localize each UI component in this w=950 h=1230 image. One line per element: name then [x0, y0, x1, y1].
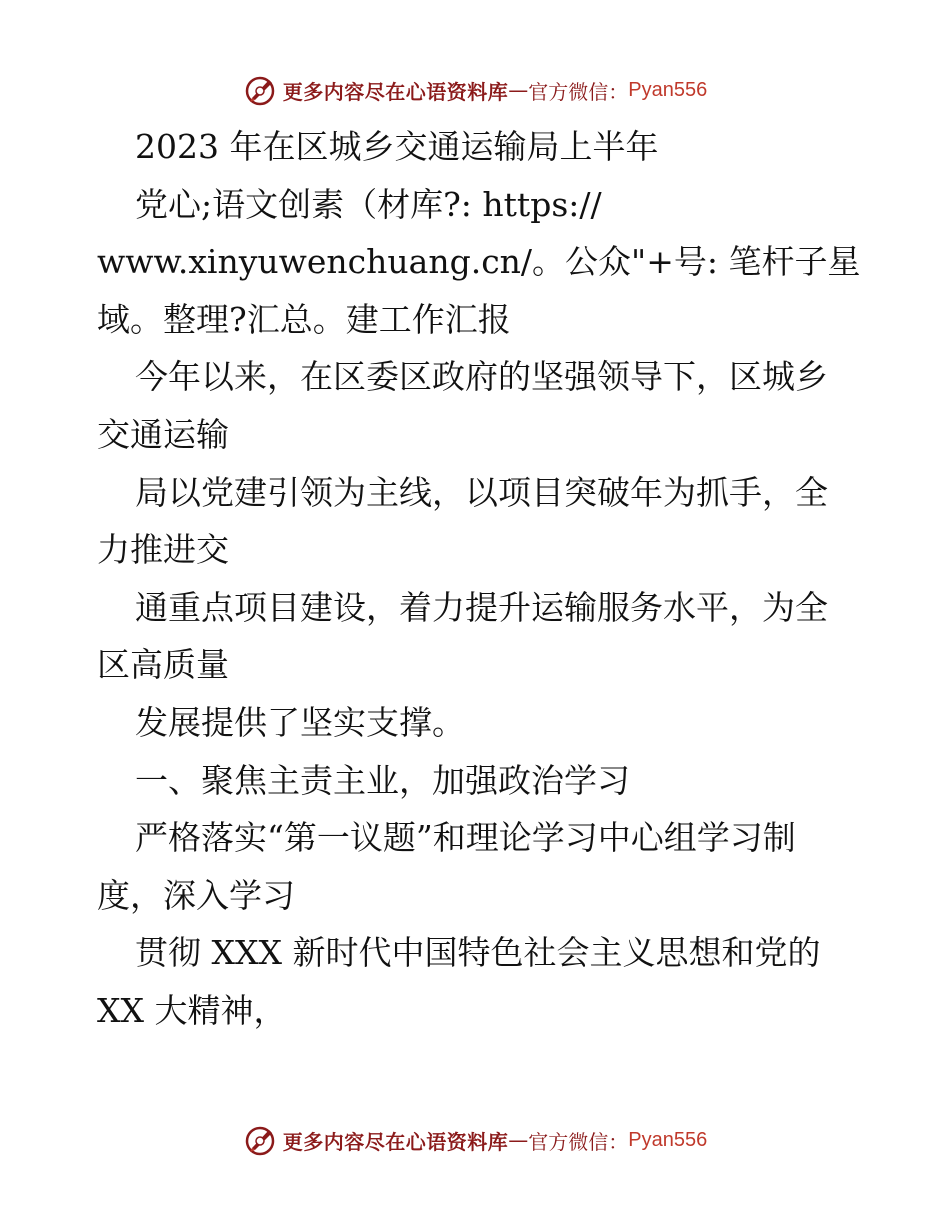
- wechat-id: Pyan556: [628, 1128, 708, 1151]
- document-line: 交通运输: [97, 414, 229, 454]
- document-line: 一、聚焦主责主业，加强政治学习: [135, 760, 630, 800]
- document-line: 严格落实“第一议题”和理论学习中心组学习制: [135, 818, 796, 858]
- footer-banner: [0, 1118, 950, 1162]
- document-line: 区高质量: [97, 645, 229, 685]
- document-line: 贯彻 XXX 新时代中国特色社会主义思想和党的: [135, 933, 821, 973]
- header-banner-content: [243, 72, 707, 108]
- document-line: 局以党建引领为主线，以项目突破年为抓手，全: [135, 472, 828, 512]
- document-line: 今年以来，在区委区政府的坚强领导下，区城乡: [135, 357, 828, 397]
- brand-dash: —: [508, 1128, 529, 1152]
- header-banner: [0, 68, 950, 112]
- brand-text: 更多内容尽在心语资料库: [282, 79, 509, 104]
- pen-logo-icon: [243, 1122, 279, 1158]
- document-body: [97, 118, 861, 1040]
- wechat-label: 官方微信：: [528, 1129, 629, 1154]
- pen-logo-icon: [243, 72, 279, 108]
- footer-banner-content: [243, 1122, 707, 1158]
- wechat-id: Pyan556: [628, 78, 708, 101]
- brand-text: 更多内容尽在心语资料库: [282, 1129, 509, 1154]
- document-line: 通重点项目建设，着力提升运输服务水平，为全: [135, 587, 828, 627]
- document-line: 党心;语文创素（材库?: https://: [135, 184, 602, 224]
- document-line: 2023 年在区城乡交通运输局上半年: [135, 127, 659, 166]
- brand-dash: —: [508, 78, 529, 102]
- document-line: www.xinyuwenchuang.cn/。公众"+号: 笔杆子星: [97, 242, 861, 282]
- document-line: XX 大精神，: [97, 990, 287, 1030]
- document-line: 度，深入学习: [97, 875, 295, 915]
- document-line: 力推进交: [97, 530, 229, 570]
- document-line: 发展提供了坚实支撑。: [135, 702, 465, 742]
- document-line: 域。整理?汇总。建工作汇报: [97, 299, 511, 339]
- wechat-label: 官方微信：: [528, 79, 629, 104]
